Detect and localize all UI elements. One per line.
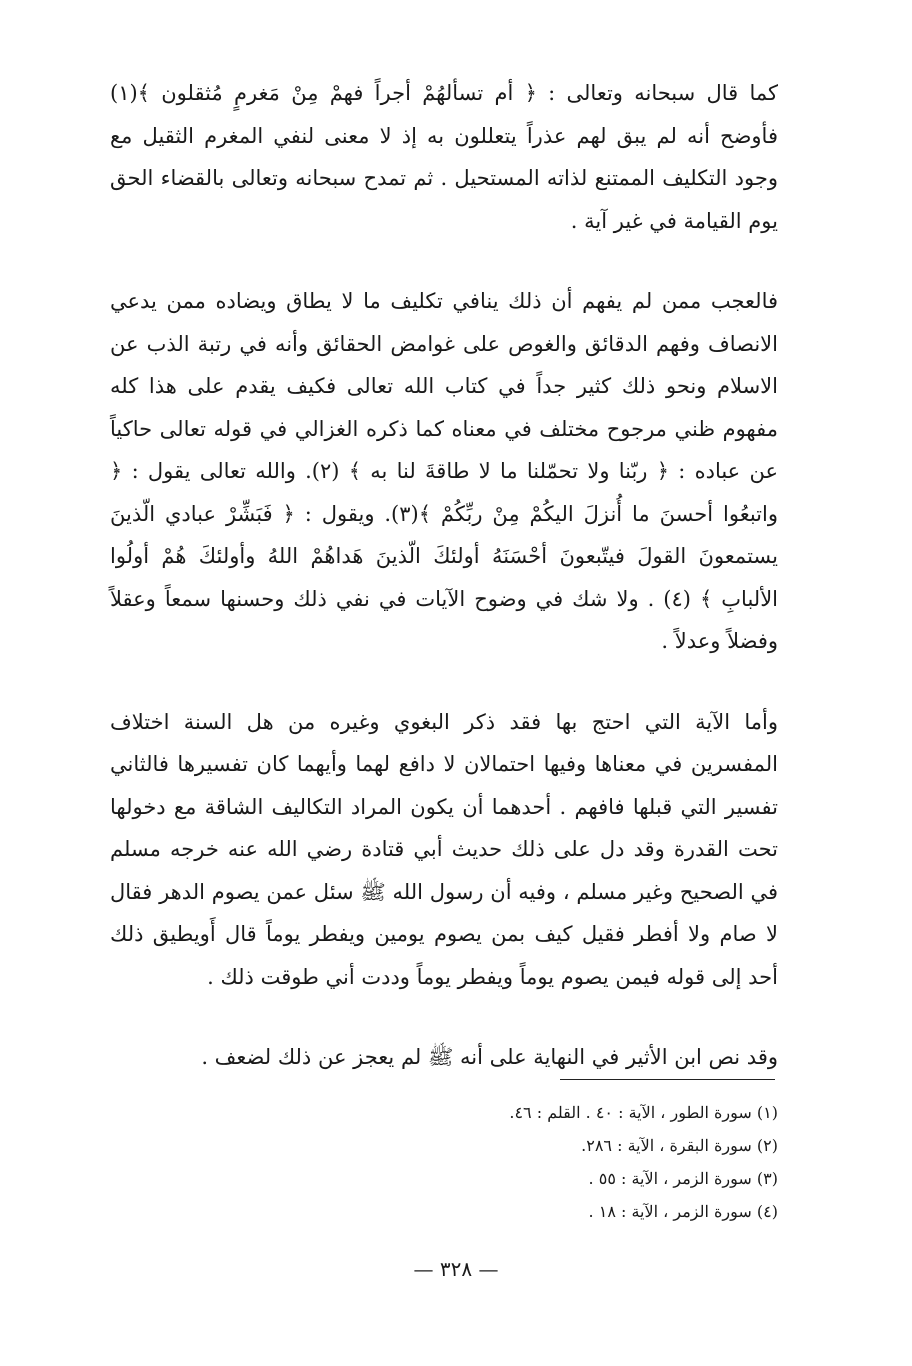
footnotes xyxy=(360,1096,778,1228)
paragraph-1: كما قال سبحانه وتعالى : ﴿ أم تسألهُمْ أجراً فهمْ مِنْ مَغرمٍ مُثقلون ﴾(١) فأوضح أنه لم يبق لهم عذراً يتعللون به إذ لا معنى لنفي المغرم الثقيل مع وجود التكليف الممتنع لذاته المستحيل . ثم تمدح سبحانه وتعالى بالقضاء الحق يوم القيامة في غير آية . xyxy=(110,81,778,233)
footnote-4: (٤) سورة الزمر ، الآية : ١٨ . xyxy=(588,1202,778,1221)
footnote-divider xyxy=(560,1079,775,1080)
paragraph-3: وأما الآية التي احتج بها فقد ذكر البغوي وغيره من هل السنة اختلاف المفسرين في معناها وفيها احتمالان لا دافع لهما وأيهما كان تفسيرها فالثاني تفسير التي قبلها فافهم . أحدهما أن يكون المراد التكاليف الشاقة مع دخولها تحت القدرة وقد دل على ذلك حديث أبي قتادة رضي الله عنه خرجه مسلم في الصحيح وغير مسلم ، وفيه أن رسول الله ﷺ سئل عمن يصوم الدهر فقال لا صام ولا أفطر فقيل كيف بمن يصوم يومين ويفطر يوماً قال أَويطيق ذلك أحد إلى قوله فيمن يصوم يوماً ويفطر يوماً وددت أني طوقت ذلك . xyxy=(110,709,778,989)
footnote-3: (٣) سورة الزمر ، الآية : ٥٥ . xyxy=(588,1169,778,1188)
page-number: — ٣٢٨ — xyxy=(413,1257,499,1281)
footnote-2: (٢) سورة البقرة ، الآية : ٢٨٦. xyxy=(581,1136,778,1155)
footnote-1: (١) سورة الطور ، الآية : ٤٠ . القلم : ٤٦. xyxy=(509,1103,778,1122)
paragraph-4: وقد نص ابن الأثير في النهاية على أنه ﷺ لم يعجز عن ذلك لضعف . xyxy=(201,1045,778,1069)
page-body xyxy=(110,72,778,1079)
paragraph-2: فالعجب ممن لم يفهم أن ذلك ينافي تكليف ما لا يطاق ويضاده ممن يدعي الانصاف وفهم الدقائق والغوص على غوامض الحقائق وأنه في رتبة الذب عن الاسلام ونحو ذلك كثير جداً في كتاب الله تعالى فكيف يقدم على هذا كله مفهوم ظني مرجوح مختلف في معناه كما ذكره الغزالي في قوله تعالى حاكياً عن عباده : ﴿ ربّنا ولا تحمّلنا ما لا طاقةَ لنا به ﴾ (٢). والله تعالى يقول : ﴿ واتبعُوا أحسنَ ما أُنزلَ اليكُمْ مِنْ ربِّكُمْ ﴾(٣). ويقول : ﴿ فَبَشِّرْ عبادي الّذينَ يستمعونَ القولَ فيتّبعونَ أحْسَنَهُ أولئكَ الّذينَ هَداهُمْ اللهُ وأولئكَ هُمْ أولُوا الألبابِ ﴾ (٤) . ولا شك في وضوح الآيات في نفي ذلك وحسنها سمعاً وعقلاً وفضلاً وعدلاً . xyxy=(110,289,778,653)
